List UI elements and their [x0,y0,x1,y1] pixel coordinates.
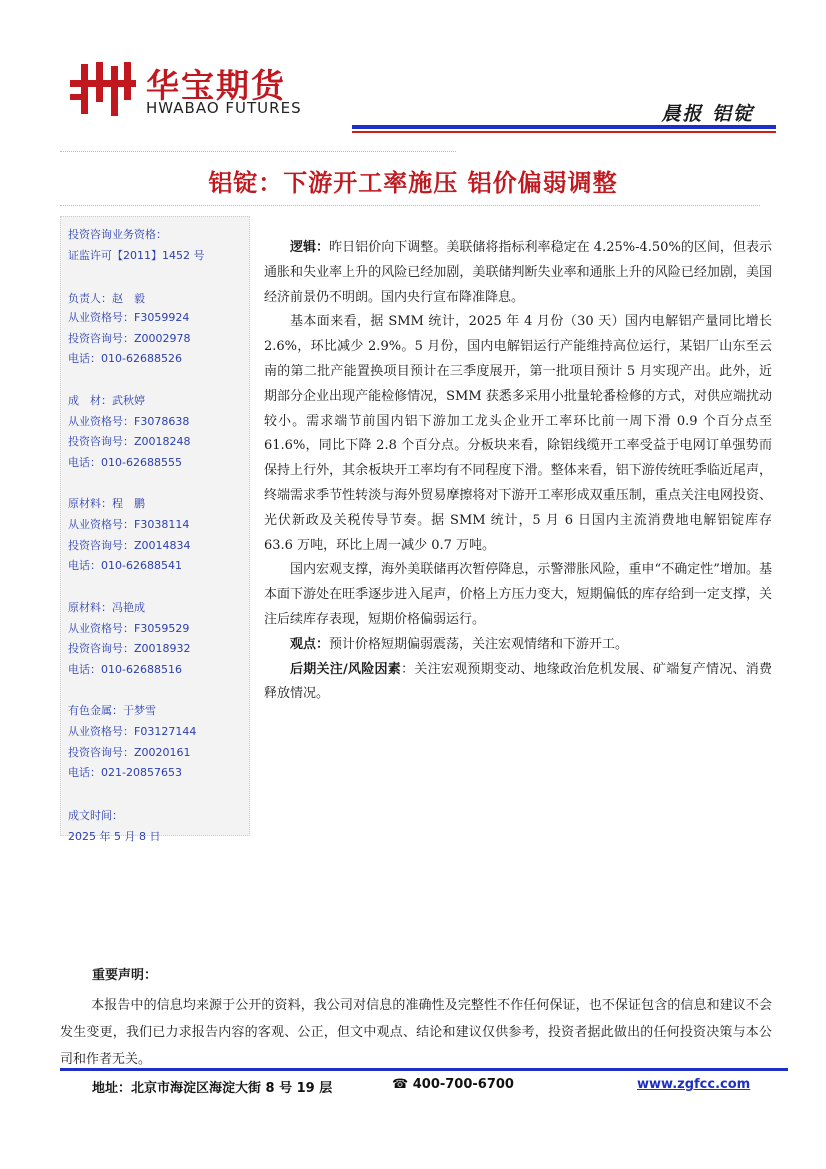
person-phone: 电话：021-20857653 [68,766,182,779]
footer-address: 地址：北京市海淀区海淀大街 8 号 19 层 [92,1081,333,1096]
person-advisory: 投资咨询号：Z0018932 [68,642,191,655]
qualification-label: 投资咨询业务资格： [68,228,167,241]
header-rule-blue [352,125,776,129]
logic-label: 逻辑： [290,240,330,255]
person-advisory: 投资咨询号：Z0020161 [68,746,191,759]
qualification-value: 证监许可【2011】1452 号 [68,249,205,262]
person-license: 从业资格号：F3059924 [68,311,190,324]
logo-chinese-name: 华宝期货 [146,66,286,105]
person-advisory: 投资咨询号：Z0014834 [68,539,191,552]
person-phone: 电话：010-62688541 [68,559,182,572]
report-body [264,236,772,707]
disclaimer-heading: 重要声明： [92,968,158,983]
person-license: 从业资格号：F3078638 [68,415,190,428]
disclaimer-body [60,992,772,1073]
title-divider [60,205,760,206]
date-label: 成文时间： [68,809,123,822]
person-phone: 电话：010-62688555 [68,456,182,469]
hwabao-logo-icon [68,62,138,116]
footer-phone [392,1077,514,1092]
person-license: 从业资格号：F3059529 [68,622,190,635]
person-role: 原材料：程 鹏 [68,497,145,510]
risk-paragraph [264,658,772,708]
footer-website-link[interactable]: www.zgfcc.com [637,1077,751,1092]
disclaimer-text: 本报告中的信息均来源于公开的资料，我公司对信息的准确性及完整性不作任何保证，也不保证包含的信息和建议不会发生变更，我们已力求报告内容的客观、公正，但文中观点、结论和建议仅供参考，投资者据此做出的任何投资决策与本公司和作者无关。 [60,998,772,1067]
report-title: 铝锭：下游开工率施压 铝价偏弱调整 [208,168,618,197]
person-role: 负责人：赵 毅 [68,292,145,305]
header-rule-red [352,131,776,133]
person-role: 有色金属：于梦雪 [68,704,156,717]
view-text: 预计价格短期偏弱震荡，关注宏观情绪和下游开工。 [329,636,629,652]
fundamentals-paragraph: 基本面来看，据 SMM 统计，2025 年 4 月份（30 天）国内电解铝产量同比增长 2.6%，环比减少 2.9%。5 月份，国内电解铝运行产能维持高位运行，某铝厂山东至云南的第二批产能置换项目预计在三季度展开，第一批项目预计 5 月实现产出。此外，近期部分企业出现产能检修情况，SMM 获悉多采用小批量轮番检修的方式，对供应端扰动较小。需求端节前国内铝下游加工龙头企业开工率环比前一周下滑 0.9 个百分点至 61.6%，同比下降 2.8 个百分点。分板块来看，除铝线缆开工率受益于电网订单强势而保持上行外，其余板块开工率均有不同程度下滑。整体来看，铝下游传统旺季临近尾声，终端需求季节性转淡与海外贸易摩擦将对下游开工率形成双重压制，重点关注电网投资、光伏新政及关税传导节奏。据 SMM 统计，5 月 6 日国内主流消费地电解铝锭库存 63.6 万吨，环比上周一减少 0.7 万吨。 [264,314,772,553]
risk-text: ：关注宏观预期变动、地缘政治危机发展、矿端复产情况、消费释放情况。 [264,661,772,702]
phone-icon: ☎ [392,1077,409,1092]
view-paragraph [264,633,772,658]
person-advisory: 投资咨询号：Z0018248 [68,435,191,448]
view-label: 观点： [290,636,330,652]
logo-english-name: HWABAO FUTURES [146,99,302,117]
dotted-divider [60,151,456,152]
person-role: 原材料：冯艳成 [68,601,145,614]
person-advisory: 投资咨询号：Z0002978 [68,332,191,345]
footer-phone-number: 400-700-6700 [412,1077,514,1092]
person-license: 从业资格号：F03127144 [68,725,197,738]
person-phone: 电话：010-62688516 [68,663,182,676]
person-license: 从业资格号：F3038114 [68,518,190,531]
report-tag: 晨报 铝锭 [661,103,754,125]
macro-paragraph: 国内宏观支撑，海外美联储再次暂停降息，示警滞胀风险，重申“不确定性”增加。基本面下游处在旺季逐步进入尾声，价格上方压力变大，短期偏低的库存给到一定支撑，关注后续库存表现，短期价格偏弱运行。 [264,562,772,627]
logic-text: 昨日铝价向下调整。美联储将指标利率稳定在 4.25%-4.50%的区间，但表示通胀和失业率上升的风险已经加剧，美联储判断失业率和通胀上升的风险已经加剧，美国经济前景仍不明朗。国内央行宣布降准降息。 [264,240,772,305]
date-value: 2025 年 5 月 8 日 [68,830,161,843]
logic-paragraph [264,236,772,310]
person-phone: 电话：010-62688526 [68,352,182,365]
footer-rule [60,1068,788,1071]
risk-label: 后期关注/风险因素 [290,661,402,677]
person-role: 成 材：武秋婷 [68,394,145,407]
